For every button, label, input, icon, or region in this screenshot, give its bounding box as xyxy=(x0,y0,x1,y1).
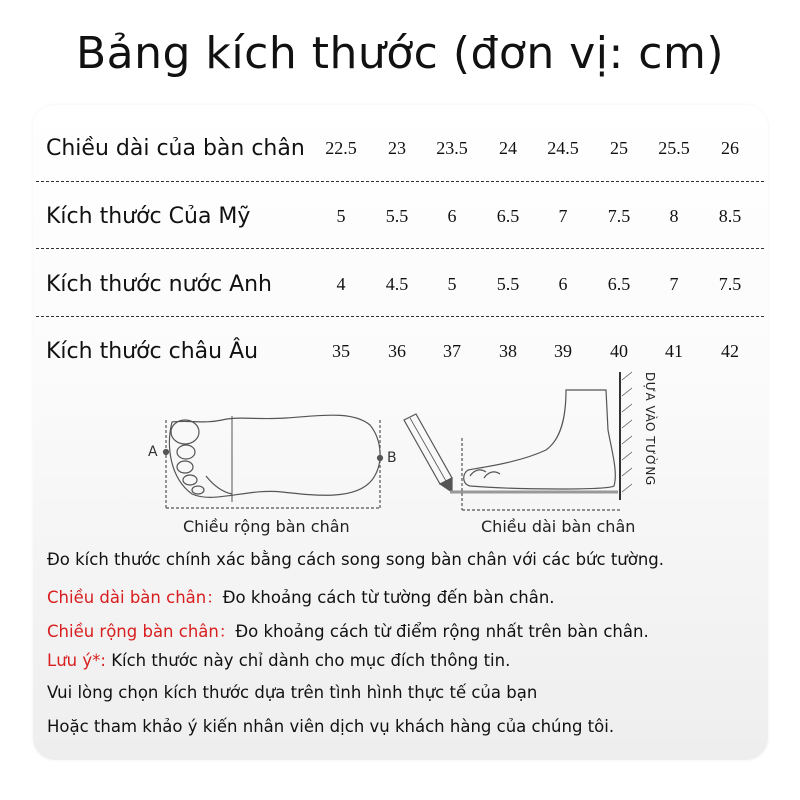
table-cell: 8 xyxy=(669,205,679,226)
table-cell: 38 xyxy=(499,340,517,361)
table-cell: 5.5 xyxy=(496,273,520,294)
note-caution xyxy=(47,651,510,670)
table-cell: 37 xyxy=(443,340,461,361)
width-caption: Chiều rộng bàn chân xyxy=(183,517,350,536)
note-width-text: Đo khoảng cách từ điểm rộng nhất trên bàn chân. xyxy=(235,622,649,641)
row-foot-length xyxy=(46,128,766,168)
table-cell: 35 xyxy=(332,340,350,361)
table-cell: 6.5 xyxy=(496,205,520,226)
wall-label: DỰA VÀO TƯỜNG xyxy=(643,372,657,486)
table-cell: 4.5 xyxy=(385,273,409,294)
table-cell: 24 xyxy=(499,137,517,158)
table-cell: 6 xyxy=(447,205,457,226)
table-cell: 23 xyxy=(388,137,406,158)
page-title: Bảng kích thước (đơn vị: cm) xyxy=(75,28,725,79)
row-eu-size xyxy=(46,331,766,371)
table-cell: 5 xyxy=(336,205,346,226)
note-line5: Vui lòng chọn kích thước dựa trên tình hình thực tế của bạn xyxy=(47,683,538,702)
row-label: Kích thước châu Âu xyxy=(46,338,259,364)
note-length-text: Đo khoảng cách từ tường đến bàn chân. xyxy=(222,588,555,607)
table-cell: 7.5 xyxy=(718,273,742,294)
note-width-label: Chiều rộng bàn chân： xyxy=(47,622,236,641)
note-width xyxy=(47,618,649,642)
note-caution-label: Lưu ý*: xyxy=(47,651,106,670)
row-label: Chiều dài của bàn chân xyxy=(46,135,305,161)
table-cell: 6.5 xyxy=(607,273,631,294)
row-divider xyxy=(36,316,764,317)
table-cell: 26 xyxy=(721,137,739,158)
table-cell: 42 xyxy=(721,340,739,361)
note-length xyxy=(47,584,555,608)
point-a-label: A xyxy=(148,444,158,460)
note-length-label: Chiều dài bàn chân： xyxy=(47,588,223,607)
table-cell: 7.5 xyxy=(607,205,631,226)
table-cell: 24.5 xyxy=(547,137,579,158)
table-cell: 8.5 xyxy=(718,205,742,226)
note-line6: Hoặc tham khảo ý kiến nhân viên dịch vụ khách hàng của chúng tôi. xyxy=(47,717,615,736)
table-cell: 5 xyxy=(447,273,457,294)
table-cell: 4 xyxy=(336,273,346,294)
table-cell: 7 xyxy=(558,205,568,226)
table-cell: 25.5 xyxy=(658,137,690,158)
point-b-label: B xyxy=(387,450,397,466)
length-caption: Chiều dài bàn chân xyxy=(481,517,636,536)
table-cell: 23.5 xyxy=(436,137,468,158)
table-cell: 6 xyxy=(558,273,568,294)
table-cell: 22.5 xyxy=(325,137,357,158)
row-us-size xyxy=(46,196,766,236)
note-intro: Đo kích thước chính xác bằng cách song song bàn chân với các bức tường. xyxy=(47,550,665,569)
table-cell: 40 xyxy=(610,340,628,361)
table-cell: 39 xyxy=(554,340,572,361)
table-cell: 5.5 xyxy=(385,205,409,226)
row-divider xyxy=(36,248,764,249)
row-label: Kích thước Của Mỹ xyxy=(46,203,251,229)
table-cell: 41 xyxy=(665,340,683,361)
note-caution-text: Kích thước này chỉ dành cho mục đích thông tin. xyxy=(111,651,511,670)
table-cell: 36 xyxy=(388,340,406,361)
row-divider xyxy=(36,181,764,182)
row-uk-size xyxy=(46,264,766,304)
table-cell: 7 xyxy=(669,273,679,294)
table-cell: 25 xyxy=(610,137,628,158)
row-label: Kích thước nước Anh xyxy=(46,271,273,297)
